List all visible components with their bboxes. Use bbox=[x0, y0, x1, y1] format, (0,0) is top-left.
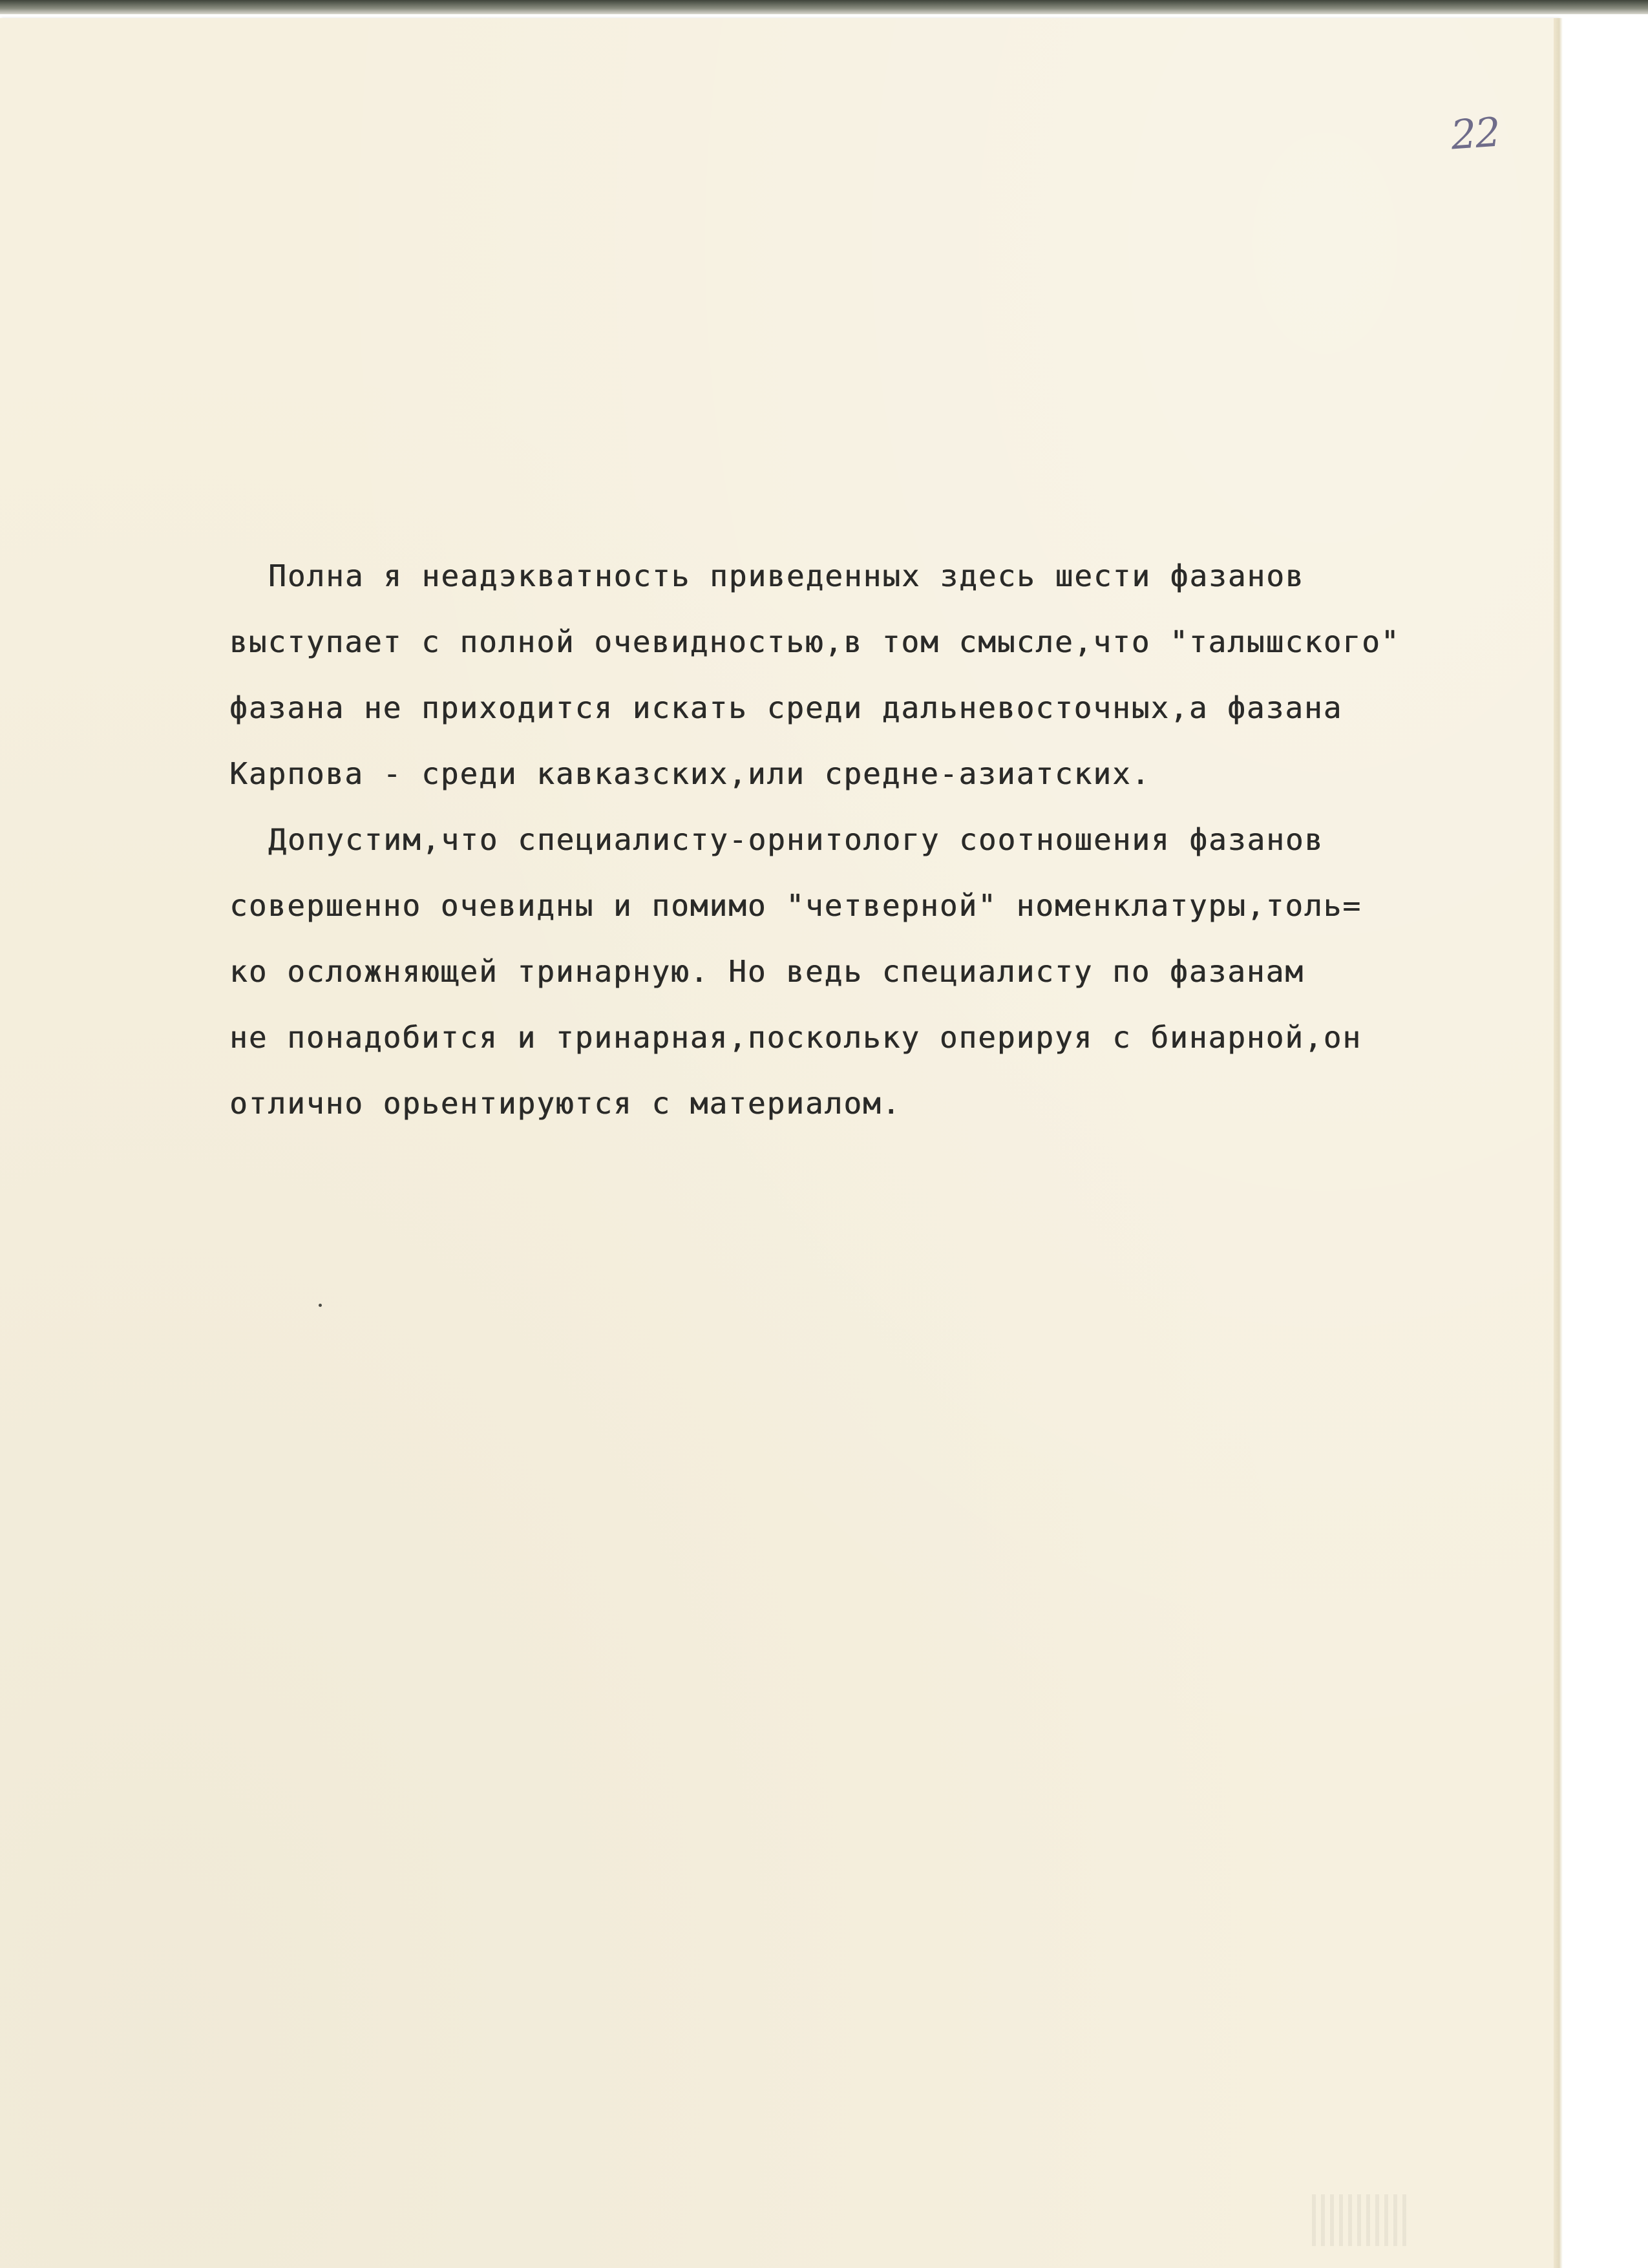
text-line: ко осложняющей тринарную. Но ведь специалисту по фазанам bbox=[229, 954, 1304, 989]
scanner-edge bbox=[0, 0, 1648, 14]
ink-speck bbox=[319, 1304, 322, 1307]
text-line: не понадобится и тринарная,поскольку оперируя с бинарной,он bbox=[229, 1020, 1362, 1055]
text-line: выступает с полной очевидностью,в том смысле,что "талышского" bbox=[229, 624, 1400, 659]
text-line: фазана не приходится искать среди дальневосточных,а фазана bbox=[229, 690, 1343, 725]
faint-stamp-mark bbox=[1312, 2194, 1409, 2246]
text-line: Полна я неадэкватность приведенных здесь шести фазанов bbox=[268, 558, 1305, 593]
handwritten-page-number: 22 bbox=[1449, 108, 1501, 159]
text-line: совершенно очевидны и помимо "четверной" номенклатуры,толь= bbox=[229, 888, 1362, 923]
typewritten-text bbox=[229, 543, 1561, 1136]
text-line: отлично орьентируются с материалом. bbox=[229, 1086, 902, 1121]
paper-edge bbox=[1554, 18, 1563, 2268]
text-line: Карпова - среди кавказских,или средне-азиатских. bbox=[229, 756, 1151, 791]
text-line: Допустим,что специалисту-орнитологу соотношения фазанов bbox=[268, 822, 1324, 857]
paper-sheet bbox=[0, 18, 1559, 2268]
